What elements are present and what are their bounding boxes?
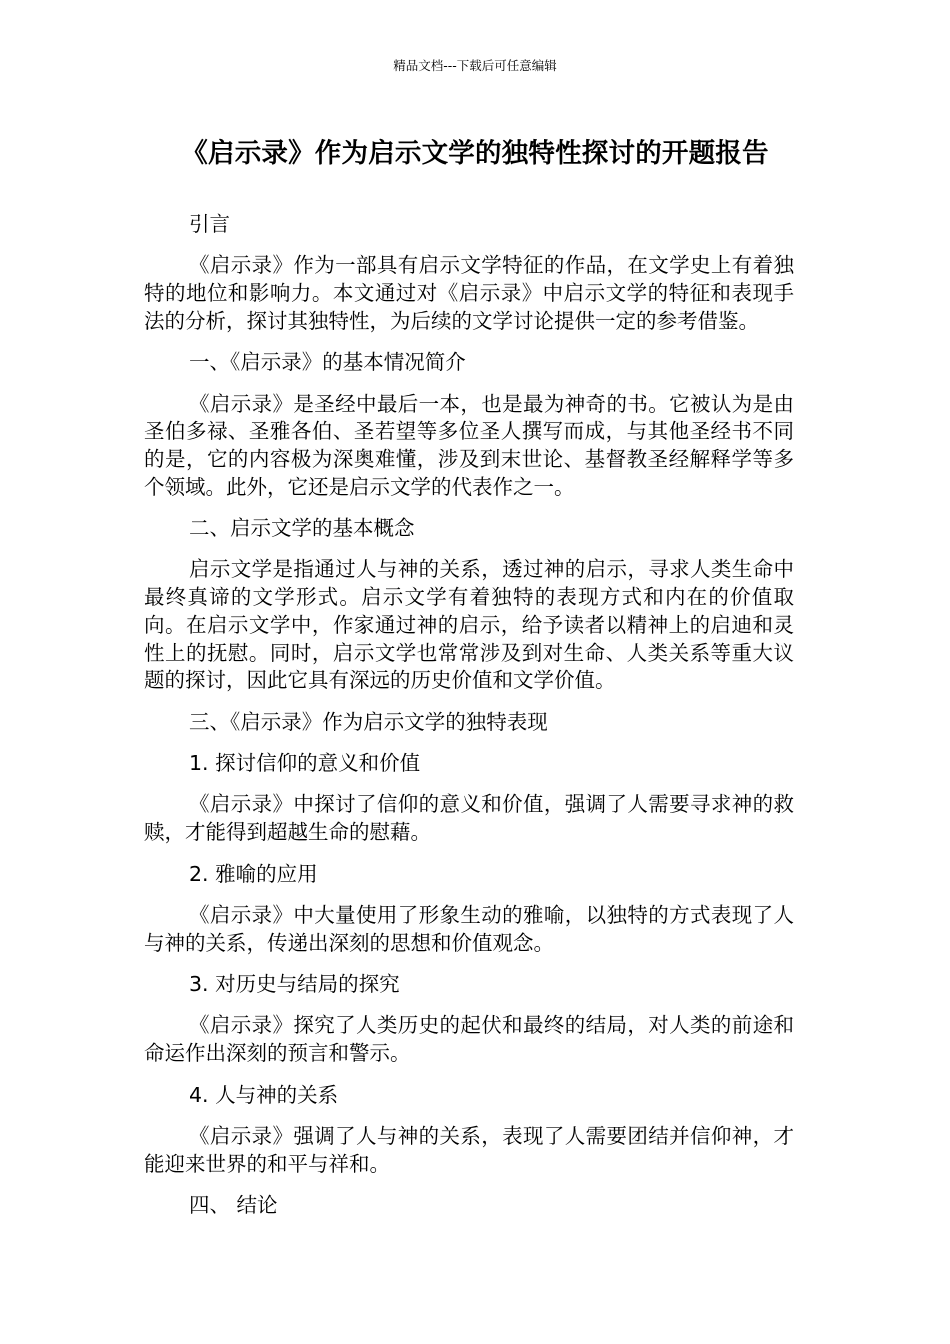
subheading-3-2: 2. 雅喻的应用: [189, 861, 318, 886]
paragraph-3-2: 《启示录》中大量使用了形象生动的雅喻，以独特的方式表现了人与神的关系，传递出深刻的思想和价值观念。: [144, 902, 794, 955]
subheading-3-3: 3. 对历史与结局的探究: [189, 972, 400, 997]
header-note: 精品文档---下载后可任意编辑: [393, 58, 557, 73]
paragraph-3-4: 《启示录》强调了人与神的关系，表现了人需要团结并信仰神，才能迎来世界的和平与祥和。: [144, 1123, 794, 1176]
section-heading-2: 二、启示文学的基本概念: [189, 516, 415, 541]
subheading-3-1: 1. 探讨信仰的意义和价值: [189, 751, 421, 776]
paragraph-section-1: 《启示录》是圣经中最后一本，也是最为神奇的书。它被认为是由圣伯多禄、圣雅各伯、圣若望等多位圣人撰写而成，与其他圣经书不同的是，它的内容极为深奥难懂，涉及到末世论、基督教圣经解释学等多个领域。此外，它还是启示文学的代表作之一。: [144, 391, 794, 499]
subheading-3-4: 4. 人与神的关系: [189, 1082, 339, 1107]
document-body: [144, 211, 794, 1233]
paragraph-3-3: 《启示录》探究了人类历史的起伏和最终的结局，对人类的前途和命运作出深刻的预言和警示。: [144, 1013, 794, 1066]
section-heading-1: 一、《启示录》的基本情况简介: [189, 350, 466, 375]
paragraph-section-2: 启示文学是指通过人与神的关系，透过神的启示，寻求人类生命中最终真谛的文学形式。启示文学有着独特的表现方式和内在的价值取向。在启示文学中，作家通过神的启示，给予读者以精神上的启迪和灵性上的抚慰。同时，启示文学也常常涉及到对生命、人类关系等重大议题的探讨，因此它具有深远的历史价值和文学价值。: [144, 557, 794, 693]
section-heading-3: 三、《启示录》作为启示文学的独特表现: [189, 709, 548, 734]
section-heading-4: 四、 结论: [189, 1193, 278, 1217]
paragraph-3-1: 《启示录》中探讨了信仰的意义和价值，强调了人需要寻求神的救赎，才能得到超越生命的慰藉。: [144, 792, 794, 845]
paragraph-intro: 《启示录》作为一部具有启示文学特征的作品，在文学史上有着独特的地位和影响力。本文通过对《启示录》中启示文学的特征和表现手法的分析，探讨其独特性，为后续的文学讨论提供一定的参考借鉴。: [144, 253, 794, 333]
document-title: 《启示录》作为启示文学的独特性探讨的开题报告: [181, 138, 769, 169]
section-heading-intro: 引言: [189, 212, 230, 236]
